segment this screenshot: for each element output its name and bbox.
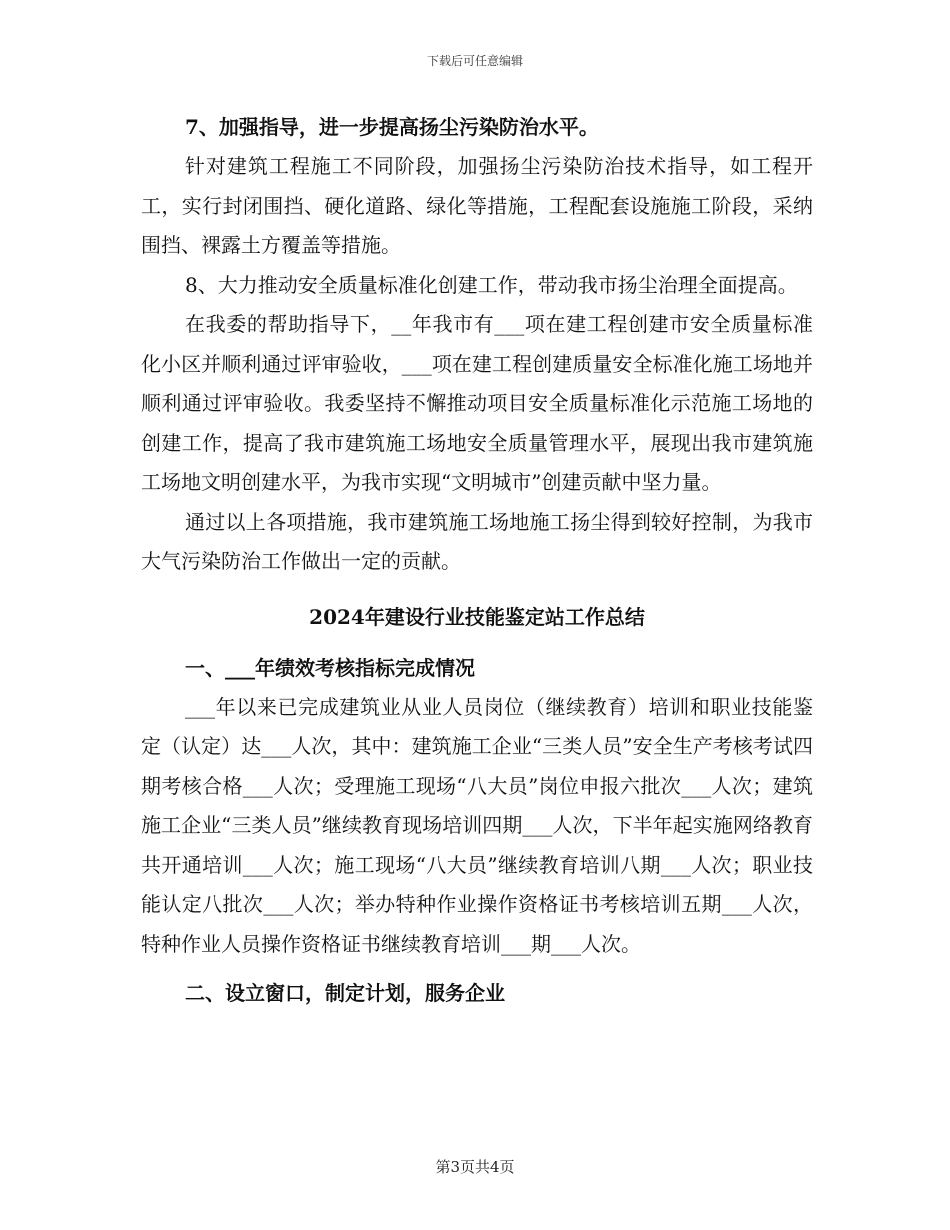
document-title: 2024年建设行业技能鉴定站工作总结	[309, 604, 645, 629]
section-1-heading: 一、___年绩效考核指标完成情况	[185, 655, 475, 680]
section-1-paragraph: ___年以来已完成建筑业从业人员岗位（继续教育）培训和职业技能鉴定（认定）达___人次，其中：建筑施工企业“三类人员”安全生产考核考试四期考核合格___人次；受理施工现场“八大员”岗位申报六批次___人次；建筑施工企业“三类人员”继续教育现场培训四期___人次，下半年起实施网络教育共开通培训___人次；施工现场“八大员”继续教育培训八期___人次；职业技能认定八批次___人次；举办特种作业操作资格证书考核培训五期___人次，特种作业人员操作资格证书继续教育培训___期___人次。	[141, 694, 813, 956]
paragraph-conclusion: 通过以上各项措施，我市建筑施工场地施工扬尘得到较好控制，为我市大气污染防治工作做出一定的贡献。	[141, 509, 813, 573]
paragraph-item-7: 针对建筑工程施工不同阶段，加强扬尘污染防治技术指导，如工程开工，实行封闭围挡、硬化道路、绿化等措施，工程配套设施施工阶段，采纳围挡、裸露土方覆盖等措施。	[141, 154, 813, 257]
paragraph-item-8: 8、大力推动安全质量标准化创建工作，带动我市扬尘治理全面提高。	[185, 272, 798, 297]
document-body	[141, 108, 813, 1013]
paragraph-standardization: 在我委的帮助指导下，__年我市有___项在建工程创建市安全质量标准化小区并顺利通过评审验收，___项在建工程创建质量安全标准化施工场地并顺利通过评审验收。我委坚持不懈推动项目安全质量标准化示范施工场地的创建工作，提高了我市建筑施工场地安全质量管理水平，展现出我市建筑施工场地文明创建水平，为我市实现“文明城市”创建贡献中坚力量。	[141, 312, 813, 494]
heading-item-7: 7、加强指导，进一步提高扬尘污染防治水平。	[185, 115, 599, 139]
header-note: 下载后可任意编辑	[426, 54, 523, 68]
section-2-heading: 二、设立窗口，制定计划，服务企业	[185, 981, 505, 1005]
page-number: 第3页共4页	[435, 1158, 515, 1176]
